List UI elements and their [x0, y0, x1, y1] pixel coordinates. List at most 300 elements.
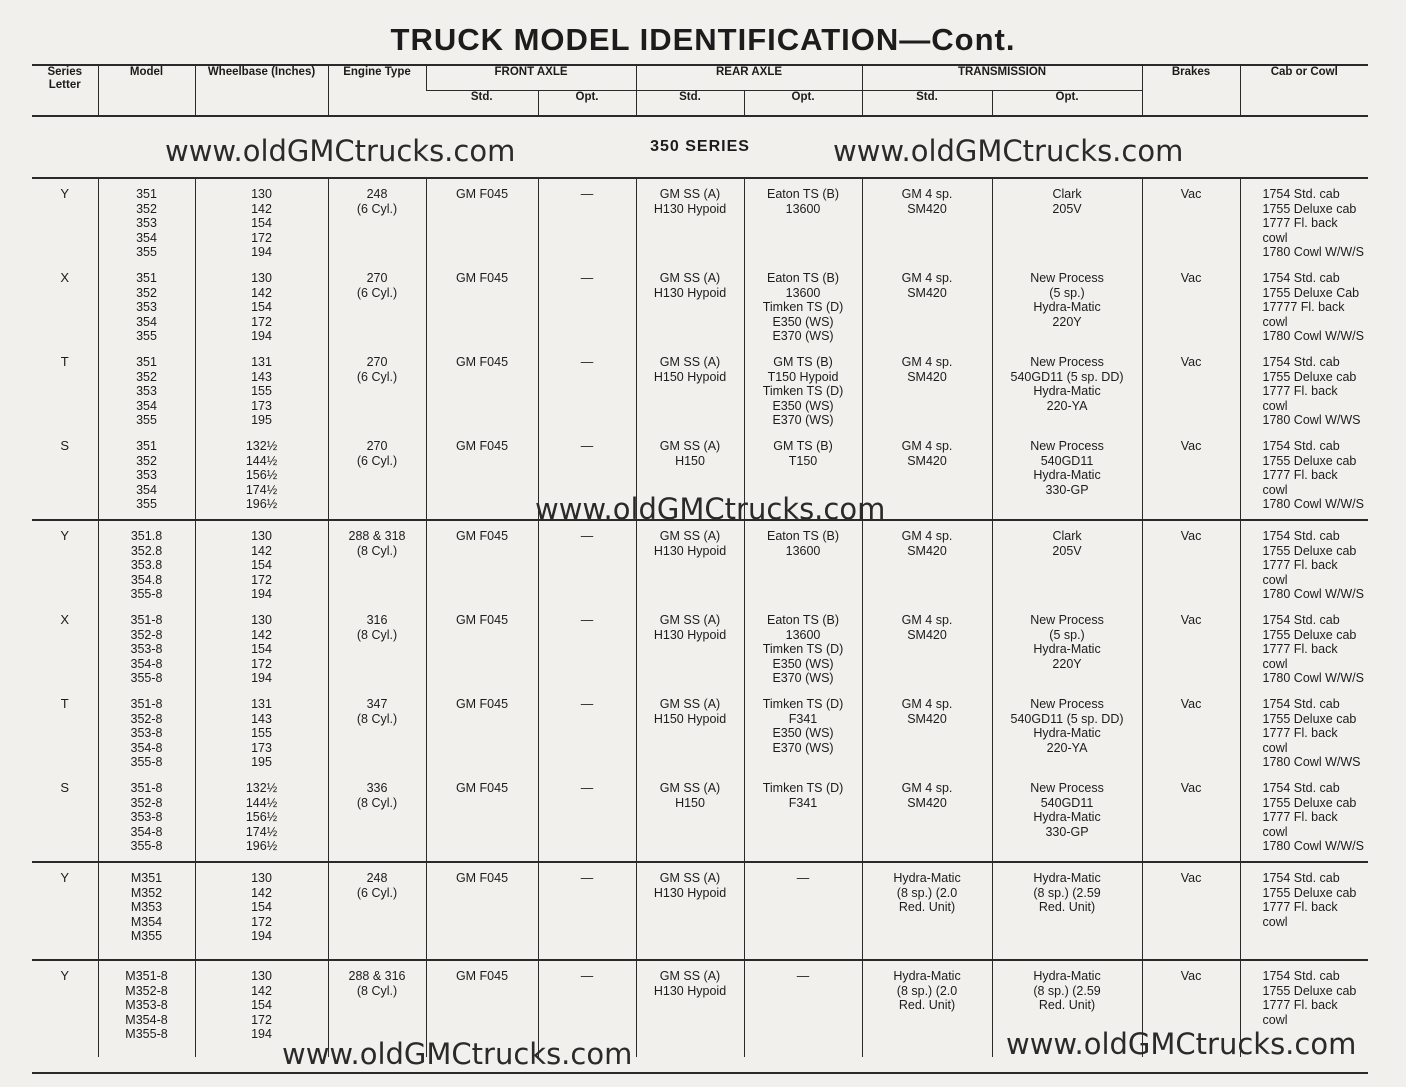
header-rear-axle: REAR AXLE — [636, 65, 862, 91]
cab-or-cowl-line: 1780 Cowl W/W/S — [1262, 497, 1364, 512]
transmission-opt-cell — [992, 689, 1142, 773]
front-axle-std-cell — [426, 431, 538, 520]
wheelbase-list-line: 173 — [251, 398, 272, 413]
brakes-line: Vac — [1180, 697, 1202, 711]
transmission-std-line: (8 sp.) (2.0 — [896, 983, 958, 998]
transmission-opt-line: 220Y — [1052, 656, 1082, 671]
model-list-line: 355-8 — [130, 671, 163, 686]
cab-or-cowl-line: 1777 Fl. back cowl — [1262, 384, 1338, 413]
series-letter-cell — [32, 520, 98, 605]
rear-axle-std-line: H130 Hypoid — [653, 543, 727, 558]
model-list-line: 351-8 — [130, 697, 163, 711]
table-row — [32, 689, 1368, 773]
wheelbase-list-line: 195 — [251, 755, 272, 770]
wheelbase-list-line: 142 — [251, 885, 272, 900]
engine-type-cell — [328, 347, 426, 431]
wheelbase-list-line: 144½ — [245, 795, 278, 810]
model-list-line: 351-8 — [130, 613, 163, 627]
engine-type-cell — [328, 773, 426, 862]
cab-or-cowl-line: 1754 Std. cab — [1262, 697, 1340, 711]
front-axle-opt-cell — [538, 263, 636, 347]
engine-type-line: 270 — [366, 271, 388, 285]
model-list-line: M352 — [130, 885, 163, 900]
rear-axle-opt-line: E370 (WS) — [772, 329, 834, 344]
wheelbase-list-line: 132½ — [245, 781, 278, 795]
wheelbase-list-line: 156½ — [245, 468, 278, 483]
header-brakes: Brakes — [1142, 65, 1240, 116]
rear-axle-opt-line: GM TS (B) — [773, 439, 833, 453]
brakes-line: Vac — [1180, 187, 1202, 201]
transmission-opt-line: New Process — [1030, 355, 1104, 369]
header-model: Model — [98, 65, 195, 116]
transmission-opt-line: New Process — [1030, 439, 1104, 453]
front-axle-std-cell — [426, 605, 538, 689]
wheelbase-list-cell — [195, 178, 328, 263]
model-list-line: 354 — [136, 482, 157, 497]
model-list-line: 351 — [136, 187, 157, 201]
transmission-std-cell — [862, 773, 992, 862]
transmission-opt-line: Clark — [1052, 529, 1082, 543]
transmission-opt-line: (5 sp.) — [1049, 285, 1085, 300]
rear-axle-std-line: GM SS (A) — [659, 271, 721, 285]
engine-type-line: 336 — [366, 781, 388, 795]
cab-or-cowl-line: 1777 Fl. back cowl — [1262, 810, 1338, 839]
transmission-std-line: GM 4 sp. — [901, 781, 953, 795]
transmission-std-line: GM 4 sp. — [901, 529, 953, 543]
front-axle-opt-line: — — [580, 439, 594, 453]
wheelbase-list-line: 142 — [251, 983, 272, 998]
rear-axle-std-line: H130 Hypoid — [653, 627, 727, 642]
cab-or-cowl-line: 1755 Deluxe cab — [1262, 201, 1357, 216]
cab-or-cowl-line: 1755 Deluxe cab — [1262, 453, 1357, 468]
header-wheelbase: Wheelbase (Inches) — [195, 65, 328, 116]
rear-axle-std-cell — [636, 960, 744, 1057]
rear-axle-opt-line: Timken TS (D) — [762, 781, 844, 795]
series-letter-cell — [32, 347, 98, 431]
cab-or-cowl-cell — [1240, 689, 1368, 773]
cab-or-cowl-line: 1777 Fl. back cowl — [1262, 900, 1338, 929]
wheelbase-list-cell — [195, 862, 328, 960]
model-list-line: M355 — [130, 929, 163, 944]
model-list-line: 353-8 — [130, 810, 163, 825]
transmission-std-line: GM 4 sp. — [901, 613, 953, 627]
brakes-line: Vac — [1180, 871, 1202, 885]
front-axle-std-cell — [426, 520, 538, 605]
rear-axle-opt-line: Timken TS (D) — [762, 384, 844, 399]
transmission-opt-cell — [992, 431, 1142, 520]
page-title: TRUCK MODEL IDENTIFICATION—Cont. — [390, 22, 1016, 57]
cab-or-cowl-line: 1777 Fl. back cowl — [1262, 642, 1338, 671]
series-label: 350 SERIES — [650, 138, 750, 155]
wheelbase-list-line: 194 — [251, 671, 272, 686]
rear-axle-std-line: GM SS (A) — [659, 697, 721, 711]
series-letter-cell — [32, 605, 98, 689]
cab-or-cowl-line: 1755 Deluxe cab — [1262, 369, 1357, 384]
engine-type-cell — [328, 520, 426, 605]
rear-axle-opt-line: 13600 — [785, 285, 821, 300]
brakes-cell — [1142, 520, 1240, 605]
rear-axle-opt-line: E370 (WS) — [772, 740, 834, 755]
cab-or-cowl-line: 17777 Fl. back cowl — [1262, 300, 1345, 329]
engine-type-cell — [328, 263, 426, 347]
model-list-line: 353-8 — [130, 726, 163, 741]
transmission-opt-line: 540GD11 — [1040, 795, 1094, 810]
brakes-line: Vac — [1180, 271, 1202, 285]
brakes-cell — [1142, 263, 1240, 347]
wheelbase-list-line: 130 — [251, 271, 272, 285]
engine-type-line: 288 & 318 — [348, 529, 406, 543]
transmission-opt-cell — [992, 263, 1142, 347]
cab-or-cowl-line: 1780 Cowl W/W/S — [1262, 587, 1364, 602]
front-axle-opt-line: — — [580, 613, 594, 627]
cab-or-cowl-line: 1755 Deluxe cab — [1262, 795, 1357, 810]
series-letter-cell — [32, 960, 98, 1057]
watermark: www.oldGMCtrucks.com — [1006, 1027, 1357, 1061]
wheelbase-list-cell — [195, 605, 328, 689]
model-list-line: 353-8 — [130, 642, 163, 657]
wheelbase-list-line: 172 — [251, 230, 272, 245]
wheelbase-list-cell — [195, 689, 328, 773]
transmission-std-line: GM 4 sp. — [901, 271, 953, 285]
engine-type-line: (8 Cyl.) — [356, 711, 398, 726]
wheelbase-list-line: 172 — [251, 656, 272, 671]
engine-type-line: 270 — [366, 439, 388, 453]
transmission-opt-line: New Process — [1030, 613, 1104, 627]
cab-or-cowl-line: 1780 Cowl W/WS — [1262, 755, 1361, 770]
header-rear-opt: Opt. — [744, 91, 862, 117]
rear-axle-opt-cell — [744, 520, 862, 605]
transmission-std-line: SM420 — [907, 201, 947, 216]
wheelbase-list-line: 196½ — [245, 497, 278, 512]
wheelbase-list-line: 130 — [251, 969, 272, 983]
model-list-line: 351 — [136, 271, 157, 285]
rear-axle-std-line: GM SS (A) — [659, 529, 721, 543]
transmission-opt-line: (8 sp.) (2.59 — [1033, 983, 1101, 998]
rear-axle-opt-line: E350 (WS) — [772, 656, 834, 671]
engine-type-cell — [328, 862, 426, 960]
engine-type-cell — [328, 689, 426, 773]
transmission-std-line: Red. Unit) — [898, 998, 956, 1013]
model-list-line: 355 — [136, 329, 157, 344]
model-list-line: 354-8 — [130, 656, 163, 671]
rear-axle-opt-line: 13600 — [785, 627, 821, 642]
wheelbase-list-line: 194 — [251, 329, 272, 344]
model-list-line: 352.8 — [130, 543, 163, 558]
watermark: www.oldGMCtrucks.com — [165, 134, 516, 168]
rear-axle-opt-line: Eaton TS (B) — [767, 271, 840, 285]
transmission-std-cell — [862, 520, 992, 605]
cab-or-cowl-line: 1780 Cowl W/WS — [1262, 413, 1361, 428]
wheelbase-list-line: 174½ — [245, 482, 278, 497]
front-axle-std-line: GM F045 — [455, 697, 509, 711]
wheelbase-list-line: 194 — [251, 929, 272, 944]
table-row — [32, 605, 1368, 689]
model-list-cell — [98, 862, 195, 960]
series-letter: S — [60, 780, 70, 795]
transmission-std-line: SM420 — [907, 795, 947, 810]
front-axle-std-cell — [426, 689, 538, 773]
table-row — [32, 347, 1368, 431]
cab-or-cowl-line: 1777 Fl. back cowl — [1262, 998, 1338, 1027]
series-letter-cell — [32, 862, 98, 960]
front-axle-opt-line: — — [580, 697, 594, 711]
model-list-line: 354 — [136, 230, 157, 245]
header-rear-std: Std. — [636, 91, 744, 117]
transmission-opt-line: Red. Unit) — [1038, 998, 1096, 1013]
cab-or-cowl-line: 1755 Deluxe cab — [1262, 983, 1357, 998]
rear-axle-std-line: GM SS (A) — [659, 871, 721, 885]
cab-or-cowl-line: 1780 Cowl W/W/S — [1262, 671, 1364, 686]
transmission-std-line: SM420 — [907, 543, 947, 558]
rear-axle-std-line: H150 Hypoid — [653, 369, 727, 384]
brakes-cell — [1142, 689, 1240, 773]
model-list-line: 353 — [136, 384, 157, 399]
model-list-cell — [98, 960, 195, 1057]
rear-axle-opt-line: F341 — [788, 711, 818, 726]
engine-type-line: 288 & 316 — [348, 969, 406, 983]
table-row — [32, 862, 1368, 960]
wheelbase-list-line: 130 — [251, 871, 272, 885]
front-axle-std-line: GM F045 — [455, 271, 509, 285]
front-axle-opt-line: — — [580, 969, 594, 983]
transmission-std-line: GM 4 sp. — [901, 355, 953, 369]
model-list-line: 355 — [136, 413, 157, 428]
series-letter: T — [60, 696, 69, 711]
brakes-cell — [1142, 605, 1240, 689]
front-axle-opt-line: — — [580, 781, 594, 795]
model-list-line: 352 — [136, 453, 157, 468]
engine-type-cell — [328, 178, 426, 263]
series-letter-cell — [32, 773, 98, 862]
rear-axle-opt-line: E370 (WS) — [772, 413, 834, 428]
model-list-line: M351 — [130, 871, 163, 885]
cab-or-cowl-line: 1754 Std. cab — [1262, 529, 1340, 543]
model-list-line: 351-8 — [130, 781, 163, 795]
rear-axle-std-line: GM SS (A) — [659, 439, 721, 453]
wheelbase-list-line: 196½ — [245, 839, 278, 854]
series-letter: X — [60, 270, 70, 285]
model-list-line: 355-8 — [130, 587, 163, 602]
wheelbase-list-line: 174½ — [245, 824, 278, 839]
wheelbase-list-line: 172 — [251, 1012, 272, 1027]
transmission-std-line: GM 4 sp. — [901, 697, 953, 711]
model-list-line: 353 — [136, 468, 157, 483]
model-list-line: M352-8 — [125, 983, 168, 998]
rear-axle-std-cell — [636, 263, 744, 347]
engine-type-line: 248 — [366, 871, 388, 885]
transmission-opt-line: 205V — [1052, 201, 1082, 216]
transmission-std-line: SM420 — [907, 627, 947, 642]
wheelbase-list-line: 195 — [251, 413, 272, 428]
header-front-axle: FRONT AXLE — [426, 65, 636, 91]
model-list-line: 354-8 — [130, 740, 163, 755]
transmission-opt-line: Hydra-Matic — [1033, 871, 1101, 885]
transmission-opt-line: Hydra-Matic — [1033, 969, 1101, 983]
wheelbase-list-cell — [195, 347, 328, 431]
brakes-cell — [1142, 431, 1240, 520]
model-list-line: 352 — [136, 285, 157, 300]
series-letter: X — [60, 612, 70, 627]
front-axle-std-line: GM F045 — [455, 969, 509, 983]
transmission-opt-line: Hydra-Matic — [1033, 384, 1101, 399]
transmission-opt-line: Hydra-Matic — [1033, 300, 1101, 315]
cab-or-cowl-cell — [1240, 347, 1368, 431]
rear-axle-std-cell — [636, 520, 744, 605]
rear-axle-std-line: H130 Hypoid — [653, 983, 727, 998]
rear-axle-opt-cell — [744, 263, 862, 347]
header-trans-opt: Opt. — [992, 91, 1142, 117]
header-series-letter: Series Letter — [32, 65, 98, 116]
front-axle-std-line: GM F045 — [455, 781, 509, 795]
front-axle-opt-cell — [538, 773, 636, 862]
transmission-opt-line: 220-YA — [1046, 398, 1088, 413]
wheelbase-list-line: 142 — [251, 201, 272, 216]
rear-axle-opt-line: Timken TS (D) — [762, 697, 844, 711]
transmission-std-line: SM420 — [907, 453, 947, 468]
model-list-line: 355 — [136, 497, 157, 512]
model-list-line: 352-8 — [130, 795, 163, 810]
rear-axle-opt-line: — — [796, 871, 810, 885]
wheelbase-list-line: 154 — [251, 300, 272, 315]
header-transmission: TRANSMISSION — [862, 65, 1142, 91]
cab-or-cowl-line: 1755 Deluxe cab — [1262, 885, 1357, 900]
model-list-line: M353 — [130, 900, 163, 915]
header-cab: Cab or Cowl — [1240, 65, 1368, 116]
rear-axle-std-line: GM SS (A) — [659, 781, 721, 795]
model-list-line: M353-8 — [125, 998, 168, 1013]
rear-axle-opt-line: 13600 — [785, 543, 821, 558]
rear-axle-opt-line: Eaton TS (B) — [767, 613, 840, 627]
brakes-line: Vac — [1180, 529, 1202, 543]
wheelbase-list-line: 143 — [251, 711, 272, 726]
model-list-line: M351-8 — [125, 969, 168, 983]
cab-or-cowl-cell — [1240, 773, 1368, 862]
rear-axle-std-line: H130 Hypoid — [653, 201, 727, 216]
transmission-std-cell — [862, 605, 992, 689]
rear-axle-opt-line: E350 (WS) — [772, 314, 834, 329]
cab-or-cowl-line: 1777 Fl. back cowl — [1262, 216, 1338, 245]
rear-axle-opt-cell — [744, 347, 862, 431]
model-list-line: 353 — [136, 300, 157, 315]
series-letter-cell — [32, 178, 98, 263]
engine-type-cell — [328, 605, 426, 689]
model-list-line: 355-8 — [130, 755, 163, 770]
engine-type-line: (8 Cyl.) — [356, 983, 398, 998]
header-trans-std: Std. — [862, 91, 992, 117]
model-list-cell — [98, 178, 195, 263]
transmission-opt-line: (8 sp.) (2.59 — [1033, 885, 1101, 900]
cab-or-cowl-line: 1777 Fl. back cowl — [1262, 468, 1338, 497]
rear-axle-opt-line: 13600 — [785, 201, 821, 216]
rear-axle-std-line: H150 — [675, 795, 705, 810]
rear-axle-opt-line: E350 (WS) — [772, 398, 834, 413]
wheelbase-list-line: 154 — [251, 642, 272, 657]
front-axle-opt-cell — [538, 689, 636, 773]
model-list-line: 354-8 — [130, 824, 163, 839]
front-axle-std-line: GM F045 — [455, 613, 509, 627]
brakes-line: Vac — [1180, 969, 1202, 983]
watermark: www.oldGMCtrucks.com — [535, 492, 886, 526]
transmission-opt-line: Hydra-Matic — [1033, 468, 1101, 483]
model-list-line: 355 — [136, 245, 157, 260]
engine-type-line: 316 — [366, 613, 388, 627]
model-list-cell — [98, 605, 195, 689]
series-letter-cell — [32, 431, 98, 520]
transmission-opt-cell — [992, 178, 1142, 263]
front-axle-opt-line: — — [580, 355, 594, 369]
model-list-line: 353 — [136, 216, 157, 231]
wheelbase-list-line: 156½ — [245, 810, 278, 825]
transmission-std-cell — [862, 689, 992, 773]
transmission-std-line: GM 4 sp. — [901, 187, 953, 201]
transmission-opt-line: 330-GP — [1045, 824, 1089, 839]
header-engine: Engine Type — [328, 65, 426, 116]
rear-axle-opt-line: E350 (WS) — [772, 726, 834, 741]
brakes-line: Vac — [1180, 613, 1202, 627]
wheelbase-list-line: 155 — [251, 726, 272, 741]
engine-type-line: (6 Cyl.) — [356, 453, 398, 468]
rear-axle-std-cell — [636, 347, 744, 431]
wheelbase-list-line: 194 — [251, 245, 272, 260]
wheelbase-list-line: 130 — [251, 613, 272, 627]
wheelbase-list-line: 143 — [251, 369, 272, 384]
wheelbase-list-line: 154 — [251, 558, 272, 573]
front-axle-opt-cell — [538, 605, 636, 689]
rear-axle-std-cell — [636, 773, 744, 862]
transmission-opt-line: 220-YA — [1046, 740, 1088, 755]
wheelbase-list-line: 130 — [251, 187, 272, 201]
model-list-line: M354 — [130, 914, 163, 929]
wheelbase-list-line: 194 — [251, 587, 272, 602]
model-list-line: 352 — [136, 201, 157, 216]
model-list-line: 354 — [136, 314, 157, 329]
transmission-opt-line: New Process — [1030, 271, 1104, 285]
wheelbase-list-cell — [195, 431, 328, 520]
transmission-opt-cell — [992, 347, 1142, 431]
rear-axle-std-cell — [636, 605, 744, 689]
series-letter: Y — [60, 528, 70, 543]
wheelbase-list-line: 144½ — [245, 453, 278, 468]
front-axle-opt-cell — [538, 520, 636, 605]
model-list-line: 351 — [136, 439, 157, 453]
wheelbase-list-line: 132½ — [245, 439, 278, 453]
rear-axle-opt-cell — [744, 689, 862, 773]
transmission-std-cell — [862, 263, 992, 347]
engine-type-line: (8 Cyl.) — [356, 543, 398, 558]
transmission-opt-line: 205V — [1052, 543, 1082, 558]
transmission-opt-line: 220Y — [1052, 314, 1082, 329]
series-letter-cell — [32, 689, 98, 773]
rear-axle-std-line: H150 Hypoid — [653, 711, 727, 726]
rear-axle-opt-cell — [744, 773, 862, 862]
rear-axle-opt-line: F341 — [788, 795, 818, 810]
engine-type-line: 270 — [366, 355, 388, 369]
rear-axle-std-line: H130 Hypoid — [653, 885, 727, 900]
engine-type-line: (6 Cyl.) — [356, 369, 398, 384]
transmission-opt-line: Hydra-Matic — [1033, 642, 1101, 657]
transmission-std-line: Hydra-Matic — [893, 871, 961, 885]
brakes-cell — [1142, 178, 1240, 263]
header-front-std: Std. — [470, 91, 493, 103]
front-axle-opt-cell — [538, 347, 636, 431]
front-axle-opt-cell — [538, 178, 636, 263]
transmission-std-line: GM 4 sp. — [901, 439, 953, 453]
series-letter-cell — [32, 263, 98, 347]
transmission-opt-cell — [992, 773, 1142, 862]
wheelbase-list-line: 155 — [251, 384, 272, 399]
model-list-line: 352 — [136, 369, 157, 384]
transmission-opt-cell — [992, 605, 1142, 689]
